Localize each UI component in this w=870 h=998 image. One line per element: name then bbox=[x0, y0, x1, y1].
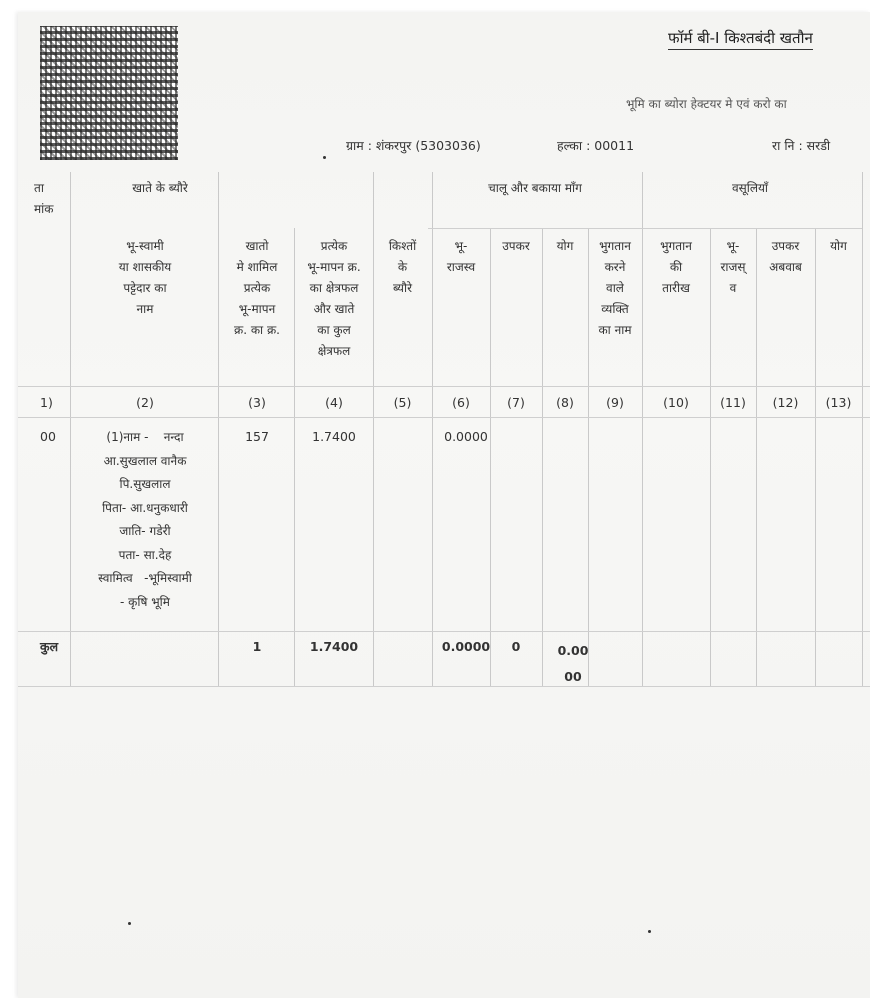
total-sum: 0.00 00 bbox=[557, 643, 589, 684]
column-header-survey-no: खातो मे शामिल प्रत्येक भू-मापन क्र. का क्र. bbox=[233, 239, 280, 337]
column-header-payer-name: भुगतान करने वाले व्यक्ति का नाम bbox=[598, 239, 632, 337]
column-number: (3) bbox=[248, 395, 266, 410]
speck bbox=[128, 922, 131, 925]
column-number: (8) bbox=[556, 395, 574, 410]
column-number: 1) bbox=[40, 395, 53, 410]
land-revenue-cell: 0.0000 bbox=[444, 429, 488, 444]
column-number: (7) bbox=[507, 395, 525, 410]
total-cess: 0 bbox=[511, 639, 521, 654]
column-header-payment-date: भुगतान की तारीख bbox=[660, 239, 692, 295]
owner-details: (1)नाम - नन्दा आ.सुखलाल वानैक पि.सुखलाल पिता- आ.धनुकधारी जाति- गडेरी पता- सा.देह स्वामित्व -भूमिस्वामी - कृषि भूमि bbox=[98, 430, 192, 609]
column-number: (5) bbox=[393, 395, 412, 410]
column-number: (2) bbox=[136, 395, 154, 410]
speck bbox=[323, 156, 326, 159]
column-header-recovered-revenue: भू- राजस् व bbox=[720, 239, 746, 295]
total-land-revenue: 0.0000 bbox=[441, 639, 491, 654]
column-header-recovered-total: योग bbox=[830, 239, 847, 253]
column-header-total: योग bbox=[556, 239, 574, 253]
column-header-installments: किश्तों के ब्यौरे bbox=[388, 239, 417, 295]
column-header-owner: भू-स्वामी या शासकीय पट्टेदार का नाम bbox=[118, 239, 172, 316]
column-number: (11) bbox=[720, 395, 746, 410]
survey-number-cell: 157 bbox=[245, 429, 269, 444]
group-header-khate: खाते के ब्यौरे bbox=[132, 181, 188, 195]
column-number: (6) bbox=[452, 395, 470, 410]
village-label: ग्राम : शंकरपुर (5303036) bbox=[346, 138, 481, 153]
form-subtitle: भूमि का ब्योरा हेक्टयर मे एवं करो का bbox=[626, 97, 787, 111]
column-number: (9) bbox=[606, 395, 624, 410]
group-header-recoveries: वसूलियाँ bbox=[731, 181, 769, 195]
column-header-serial: ता मांक bbox=[34, 181, 54, 216]
column-header-area: प्रत्येक भू-मापन क्र. का क्षेत्रफल और खाते का कुल क्षेत्रफल bbox=[307, 239, 361, 358]
column-header-recovered-cess: उपकर अबवाब bbox=[769, 239, 802, 274]
total-area: 1.7400 bbox=[309, 639, 359, 654]
group-header-current-demand: चालू और बकाया माँग bbox=[488, 181, 582, 195]
column-header-cess: उपकर bbox=[502, 239, 530, 253]
column-header-land-revenue: भू- राजस्व bbox=[446, 239, 476, 274]
speck bbox=[648, 930, 651, 933]
halka-label: हल्का : 00011 bbox=[557, 138, 635, 153]
row-serial: 00 bbox=[40, 429, 56, 444]
ra-ni-label: रा नि : सरडी bbox=[772, 138, 831, 153]
total-survey-count: 1 bbox=[252, 639, 262, 654]
column-number: (13) bbox=[825, 395, 852, 410]
qr-code bbox=[40, 26, 178, 160]
column-number: (10) bbox=[663, 395, 689, 410]
column-number: (12) bbox=[772, 395, 799, 410]
column-number: (4) bbox=[325, 395, 343, 410]
area-cell: 1.7400 bbox=[312, 429, 356, 444]
form-title: फॉर्म बी-I किश्तबंदी खतौन bbox=[668, 28, 813, 50]
total-label: कुल bbox=[40, 639, 59, 654]
